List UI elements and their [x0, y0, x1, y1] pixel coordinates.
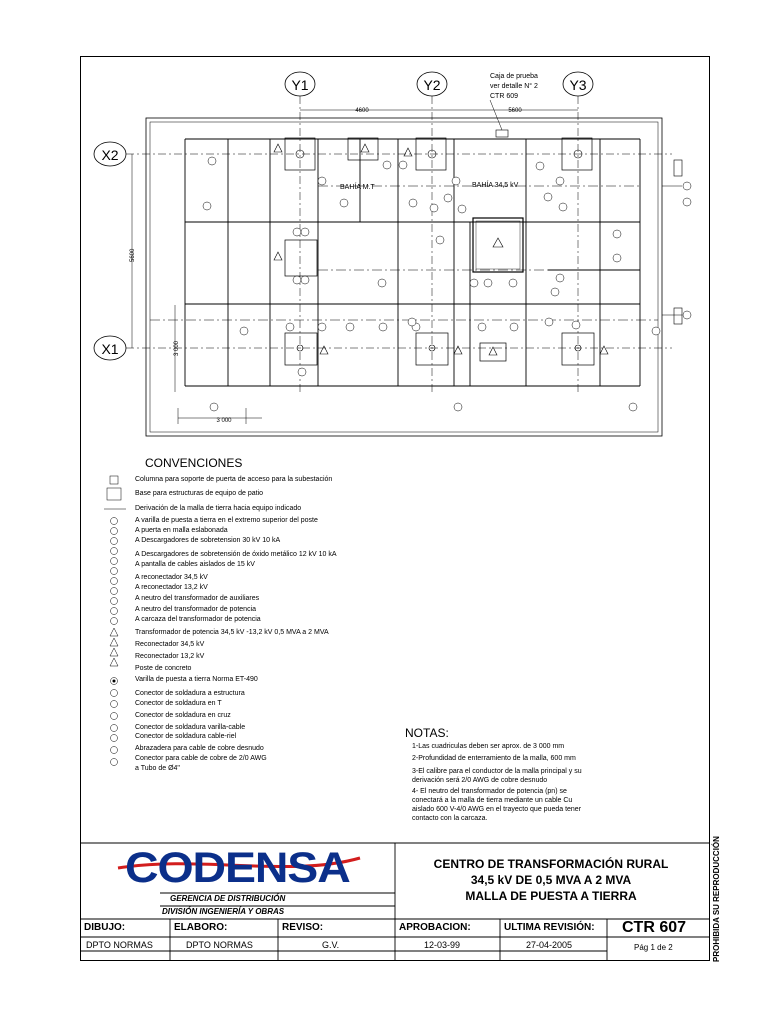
side-warning-text: PROHIBIDA SU REPRODUCCIÓN	[712, 836, 721, 962]
axis-y2	[417, 72, 447, 96]
test-box-callout: Caja de prueba ver detalle N° 2 CTR 609	[490, 73, 538, 100]
convention-item: Base para estructuras de equipo de patio	[135, 490, 264, 497]
note-1: 1-Las cuadriculas deben ser aprox. de 3 000 mm	[412, 743, 565, 750]
title-line-2: 34,5 kV DE 0,5 MVA A 2 MVA	[470, 873, 632, 887]
notes-title: NOTAS:	[405, 726, 449, 740]
convention-item: Poste de concreto	[135, 665, 192, 672]
convention-item: A neutro del transformador de auxiliares	[135, 595, 260, 602]
axis-lines	[126, 96, 672, 395]
dim-4600: 4600	[355, 108, 369, 114]
convention-item: A reconectador 34,5 kV	[135, 574, 208, 581]
axis-x2	[94, 142, 126, 166]
note-4: 4- El neutro del transformador de potencia (pn) se conectará a la malla de tierra mediante un cable Cu aislado 600 V-4/0 AWG en el trayecto que pueda tener contacto con la carcaza.	[412, 788, 582, 822]
gerencia-text: GERENCIA DE DISTRIBUCIÓN	[170, 894, 286, 903]
dim-3000-vertical: 3 000	[174, 340, 180, 356]
convention-item: Conector de soldadura en T	[135, 700, 222, 707]
convention-item: Columna para soporte de puerta de acceso para la subestación	[135, 476, 333, 483]
page-number: Pág 1 de 2	[634, 943, 673, 952]
convention-symbols	[104, 476, 126, 766]
dim-5600-vertical: 5600	[130, 248, 136, 262]
equipment-bases	[285, 138, 594, 365]
dim-5600: 5600	[508, 108, 522, 114]
convention-item: A varilla de puesta a tierra en el extremo superior del poste	[135, 517, 318, 524]
convention-item: Transformador de potencia 34,5 kV -13,2 kV 0,5 MVA a 2 MVA	[135, 629, 329, 636]
convention-item: Conector de soldadura varilla-cable	[135, 724, 246, 731]
svg-text:X2: X2	[101, 147, 119, 163]
label-elaboro: ELABORO:	[174, 922, 228, 933]
grid-secondary	[150, 186, 658, 320]
label-reviso: REVISO:	[282, 922, 324, 933]
convention-item: Conector de soldadura en cruz	[135, 712, 231, 719]
value-dibujo: DPTO NORMAS	[86, 940, 153, 950]
svg-text:Y1: Y1	[291, 77, 309, 93]
connector-markers	[203, 157, 691, 411]
convention-item: Abrazadera para cable de cobre desnudo	[135, 745, 264, 752]
axis-y1	[285, 72, 315, 96]
svg-text:Y3: Y3	[569, 77, 587, 93]
bay-34-5kv-label: BAHÍA 34,5 kV	[472, 182, 519, 189]
concrete-posts	[296, 150, 582, 351]
conventions-title: CONVENCIONES	[145, 456, 243, 470]
drawing-code: CTR 607	[622, 919, 687, 936]
title-line-1: CENTRO DE TRANSFORMACIÓN RURAL	[433, 857, 669, 871]
convention-item: A Descargadores de sobretension 30 kV 10 kA	[135, 537, 281, 544]
drawing-title	[396, 856, 706, 904]
value-reviso: G.V.	[322, 940, 340, 950]
bay-mt-label: BAHÍA M.T	[340, 184, 375, 191]
svg-text:X1: X1	[101, 341, 119, 357]
convention-item: Conector de soldadura cable-riel	[135, 733, 237, 740]
label-aprobacion: APROBACION:	[399, 922, 471, 933]
codensa-logo: CODENSA	[125, 844, 350, 892]
label-ultima-revision: ULTIMA REVISIÓN:	[504, 922, 595, 933]
convention-item: Conector para cable de cobre de 2/0 AWG	[135, 755, 267, 762]
label-dibujo: DIBUJO:	[84, 922, 126, 933]
convention-item: Reconectador 34,5 kV	[135, 641, 205, 648]
dim-3000-horizontal: 3 000	[216, 418, 232, 424]
axis-x1	[94, 336, 126, 360]
value-elaboro: DPTO NORMAS	[186, 940, 253, 950]
value-aprobacion: 12-03-99	[424, 940, 461, 950]
convention-item: A reconectador 13,2 kV	[135, 584, 208, 591]
convention-item: a Tubo de Ø4"	[135, 765, 180, 772]
division-text: DIVISIÓN INGENIERÍA Y OBRAS	[162, 907, 285, 916]
convention-item: A Descargadores de sobretensión de óxido metálico 12 kV 10 kA	[135, 551, 337, 558]
convention-item: Conector de soldadura a estructura	[135, 690, 245, 697]
convention-item: A pantalla de cables aislados de 15 kV	[135, 561, 255, 568]
grid-conductors	[185, 139, 640, 386]
convention-item: Reconectador 13,2 kV	[135, 653, 205, 660]
note-3: 3-El calibre para el conductor de la malla principal y su derivación será 2/0 AWG de cobre desnudo	[412, 768, 582, 784]
convention-item: A puerta en malla eslabonada	[135, 527, 228, 534]
convention-item: Derivación de la malla de tierra hacia equipo indicado	[135, 505, 302, 512]
test-box	[496, 130, 508, 137]
value-ultima-revision: 27-04-2005	[526, 940, 573, 950]
convention-item: A neutro del transformador de potencia	[135, 606, 257, 613]
title-line-3: MALLA DE PUESTA A TIERRA	[465, 889, 637, 903]
convention-item: Varilla de puesta a tierra Norma ET-490	[135, 676, 258, 683]
convention-item: A carcaza del transformador de potencia	[135, 616, 261, 623]
note-2: 2-Profundidad de enterramiento de la malla, 600 mm	[412, 755, 576, 762]
axis-y3	[563, 72, 593, 96]
svg-text:Y2: Y2	[423, 77, 441, 93]
